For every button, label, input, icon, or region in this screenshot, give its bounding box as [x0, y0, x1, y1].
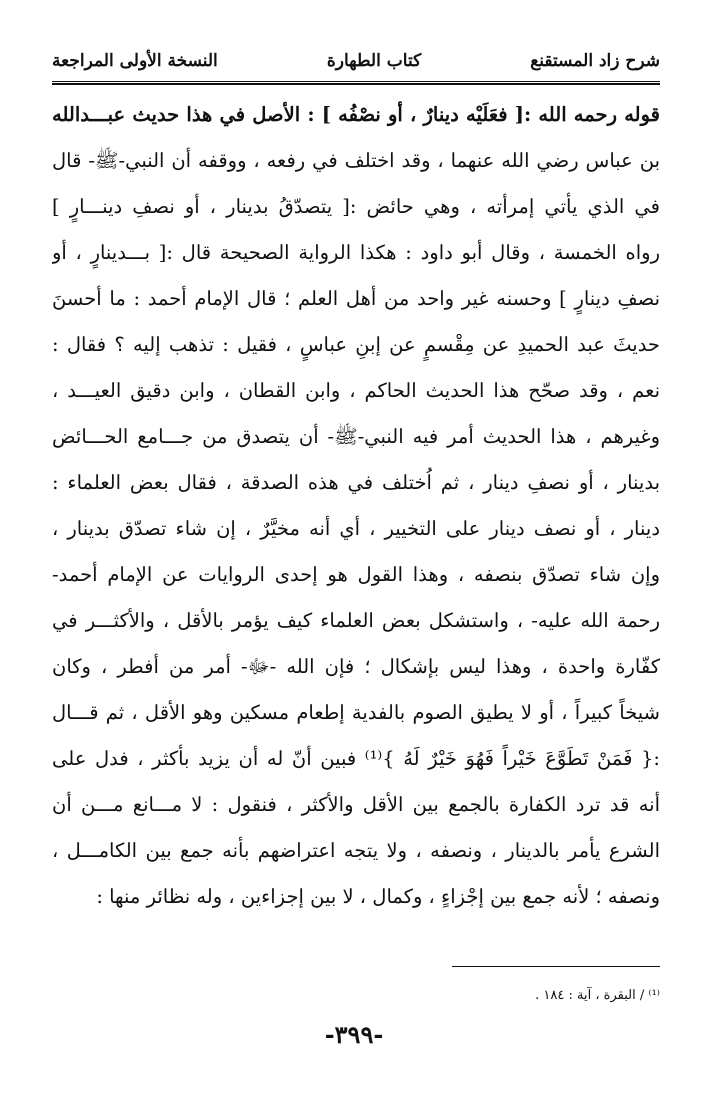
text-line: شيخاً كبيراً ، أو لا يطيق الصوم بالفدية إطعام مسكين وهو الأقل ، ثم قـــال [52, 701, 660, 724]
text-line: حديثَ عبد الحميدِ عن مِقْسمٍ عن إبنِ عباسٍ ، فقيل : تذهب إليه ؟ فقال : [52, 333, 660, 356]
header-rule [52, 81, 660, 85]
text-line: بن عباس رضي الله عنهما ، وقد اختلف في رفعه ، ووقفه أن النبي-ﷺ- قال [52, 149, 660, 172]
header-book-title: شرح زاد المستقنع [530, 51, 660, 71]
text-line: دينار ، أو نصف دينار على التخيير ، أي أنه مخيَّرٌ ، إن شاء تصدّق بدينار ، [52, 517, 660, 540]
text-line: ونصفه ؛ لأنه جمع بين إجْزاءٍ ، وكمال ، لا بين إجزاءين ، وله نظائر منها : [96, 885, 660, 908]
text-line: الشرع يأمر بالدينار ، ونصفه ، ولا يتجه اعتراضهم بأنه جمع بين الكامـــل ، [52, 839, 660, 862]
text-line: نعم ، وقد صحّح هذا الحديث الحاكم ، وابن القطان ، وابن دقيق العيـــد ، [52, 379, 660, 402]
text-line: رواه الخمسة ، وقال أبو داود : هكذا الرواية الصحيحة قال :[ بـــدينارٍ ، أو [52, 241, 660, 264]
text-line: في الذي يأتي إمرأته ، وهي حائض :[ يتصدّقُ بدينار ، أو نصفِ دينـــارٍ ] [52, 195, 660, 218]
text-line: وغيرهم ، هذا الحديث أمر فيه النبي-ﷺ- أن يتصدق من جـــامع الحـــائض [52, 425, 660, 448]
text-line: وإن شاء تصدّق بنصفه ، وهذا القول هو إحدى الروايات عن الإمام أحمد- [52, 563, 660, 586]
text-line: أنه قد ترد الكفارة بالجمع بين الأقل والأكثر ، فنقول : لا مـــانع مـــن أن [52, 793, 660, 816]
page-number: -٣٩٩- [324, 1020, 384, 1049]
header-chapter-title: كتاب الطهارة [326, 51, 422, 71]
text-line: بدينار ، أو نصفِ دينار ، ثم اُختلف في هذه الصدقة ، فقال بعض العلماء : [52, 471, 660, 494]
footnote: ⁽¹⁾ / البقرة ، آية : ١٨٤ . [535, 988, 660, 1003]
text-line: قوله رحمه الله :[ فعَلَيْه دينارٌ ، أو نصْفُه ] : الأصل في هذا حديث عبـــدالله [52, 103, 660, 126]
body-text [52, 92, 660, 920]
text-line: :{ فَمَنْ تَطَوَّعَ خَيْراً فَهُوَ خَيْرٌ لَهُ }⁽¹⁾ فبين أنّ له أن يزيد بأكثر ، فدل على [52, 747, 660, 770]
running-header [52, 44, 660, 78]
text-line: رحمة الله عليه- ، واستشكل بعض العلماء كيف يؤمر بالأقل ، والأكثـــر في [52, 609, 660, 632]
text-line: نصفِ دينارٍ ] وحسنه غير واحد من أهل العلم ؛ قال الإمام أحمد : ما أحسنَ [52, 287, 660, 310]
footnote-rule [452, 966, 660, 967]
header-edition-note: النسخة الأولى المراجعة [52, 51, 218, 71]
text-line: كفّارة واحدة ، وهذا ليس بإشكال ؛ فإن الله -ﷻ- أمر من أفطر ، وكان [52, 655, 660, 678]
